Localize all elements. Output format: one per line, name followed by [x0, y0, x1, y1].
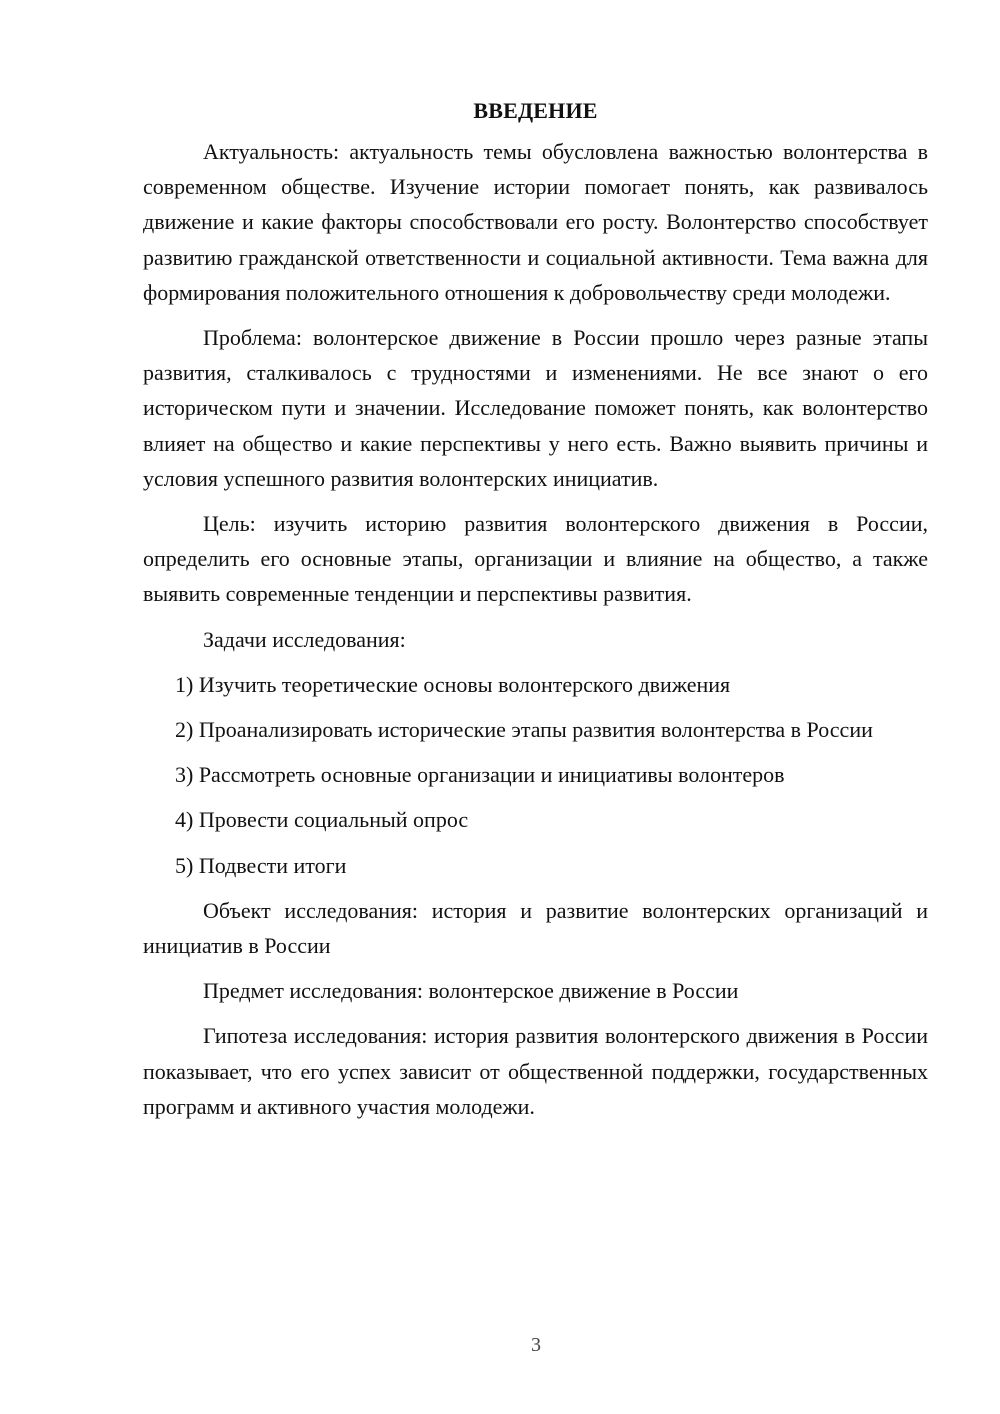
paragraph-object: Объект исследования: история и развитие волонтерских организаций и инициатив в России — [143, 897, 928, 959]
paragraph-goal: Цель: изучить историю развития волонтерского движения в России, определить его основные этапы, организации и влияние на общество, а также выявить современные тенденции и перспективы развития. — [143, 511, 928, 607]
paragraph-relevance: Актуальность: актуальность темы обусловлена важностью волонтерства в современном обществе. Изучение истории помогает понять, как развивалось движение и какие факторы способствовали его росту. Волонтерство способствует развитию гражданской ответственности и социальной активности. Тема важна для формирования положительного отношения к добровольчеству среди молодежи. — [143, 139, 928, 305]
task-item: 4) Провести социальный опрос — [175, 807, 469, 833]
task-item: 3) Рассмотреть основные организации и инициативы волонтеров — [175, 762, 785, 788]
page-number: 3 — [531, 1334, 541, 1356]
task-item: 1) Изучить теоретические основы волонтерского движения — [175, 671, 731, 697]
task-item: 2) Проанализировать исторические этапы развития волонтерства в России — [175, 717, 873, 743]
paragraph-subject: Предмет исследования: волонтерское движение в России — [203, 978, 739, 1004]
section-title: ВВЕДЕНИЕ — [473, 98, 598, 123]
paragraph-hypothesis: Гипотеза исследования: история развития волонтерского движения в России показывает, что его успех зависит от общественной поддержки, государственных программ и активного участия молодежи. — [143, 1023, 928, 1119]
task-item: 5) Подвести итоги — [175, 852, 347, 878]
tasks-heading: Задачи исследования: — [203, 626, 406, 652]
document-page — [143, 96, 928, 1134]
paragraph-problem: Проблема: волонтерское движение в России прошло через разные этапы развития, сталкивалось с трудностями и изменениями. Не все знают о его историческом пути и значении. Исследование поможет понять, как волонтерство влияет на общество и какие перспективы у него есть. Важно выявить причины и условия успешного развития волонтерских инициатив. — [143, 325, 928, 491]
